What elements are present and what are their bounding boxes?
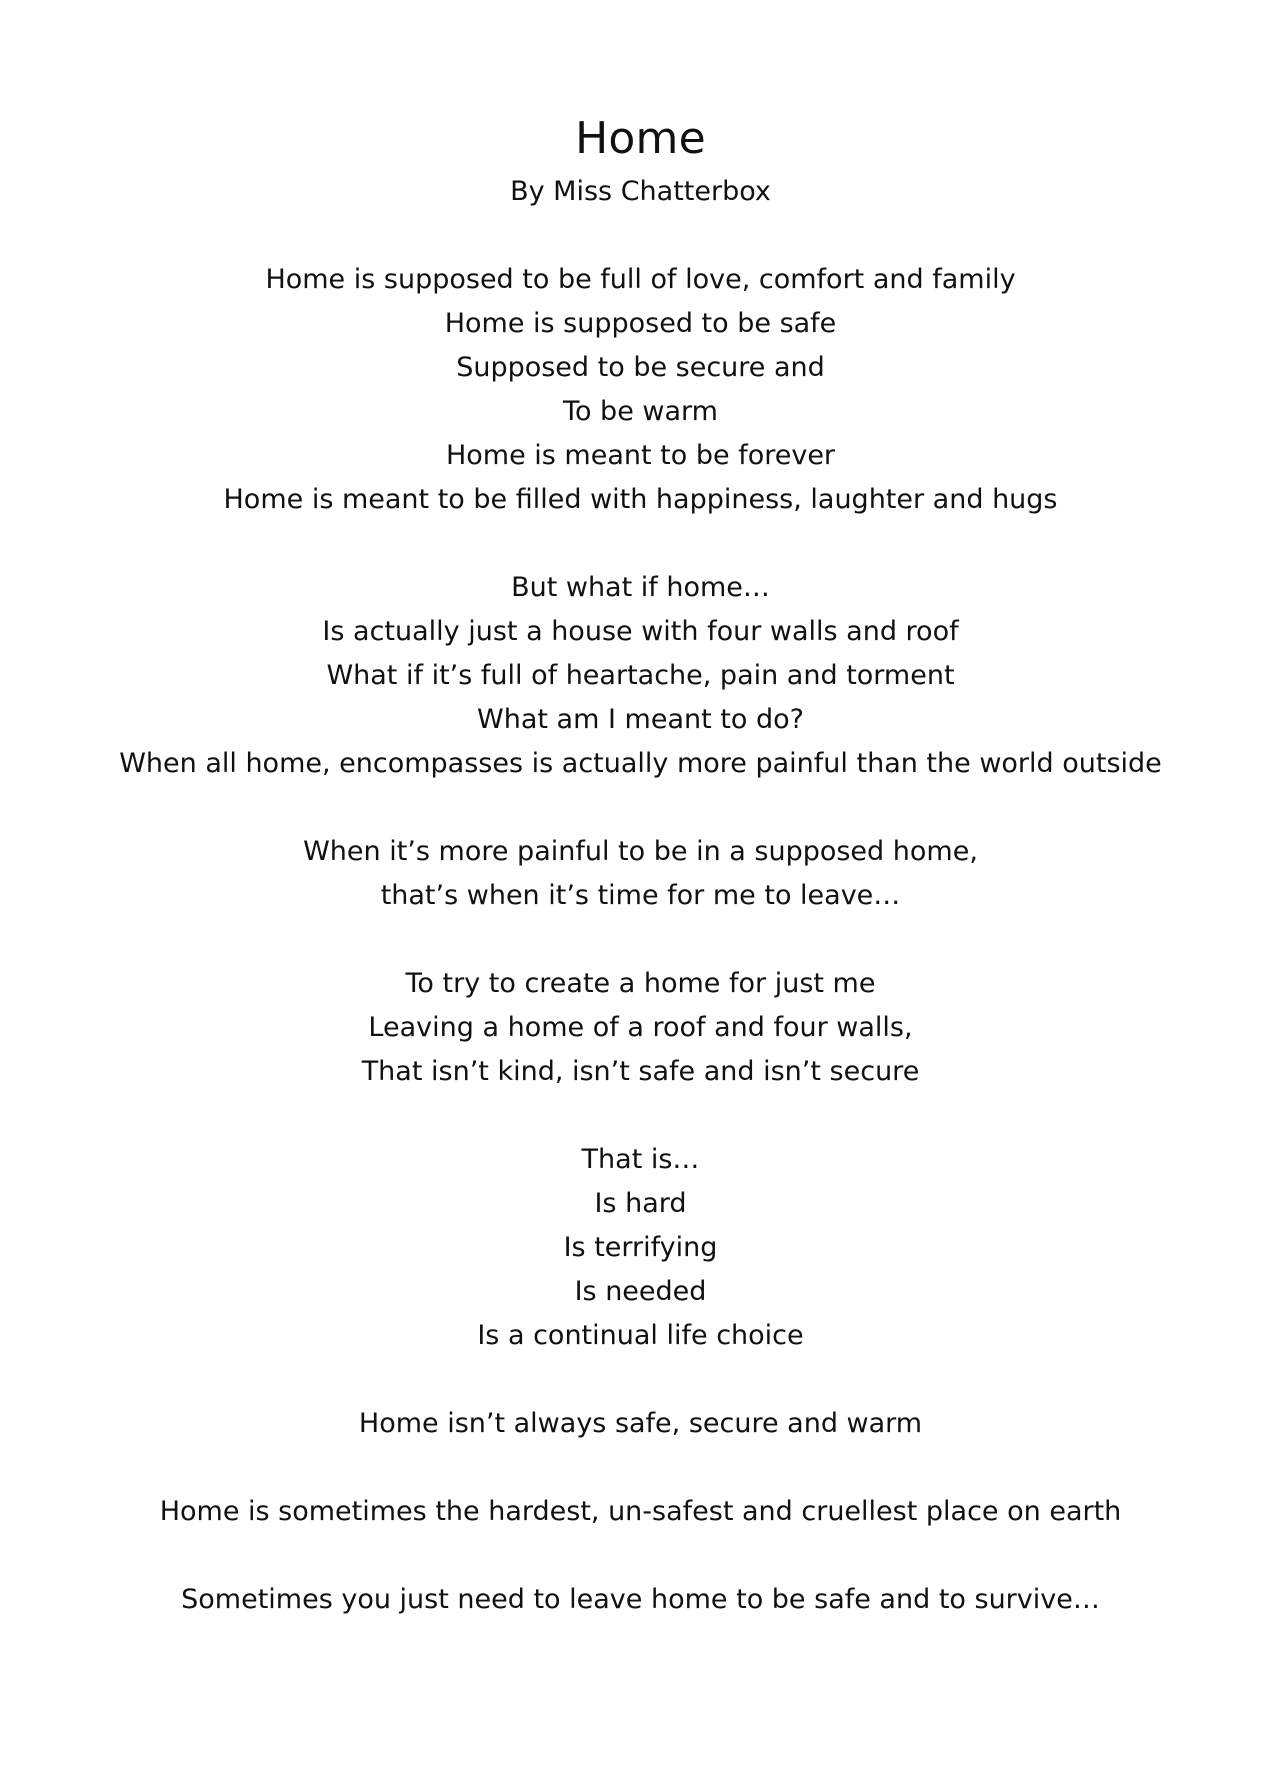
stanza-4 bbox=[0, 962, 1281, 1094]
stanza-7 bbox=[0, 1490, 1281, 1534]
poem-title: Home bbox=[575, 113, 706, 164]
poem-line: Sometimes you just need to leave home to be safe and to survive… bbox=[181, 1584, 1100, 1615]
poem-line: Home is meant to be forever bbox=[445, 440, 836, 471]
poem-line: Leaving a home of a roof and four walls, bbox=[368, 1012, 913, 1043]
poem-line: What if it’s full of heartache, pain and torment bbox=[326, 660, 955, 691]
stanza-5 bbox=[0, 1138, 1281, 1358]
poem-line: When all home, encompasses is actually more painful than the world outside bbox=[119, 748, 1162, 779]
poem-line: When it’s more painful to be in a supposed home, bbox=[303, 836, 978, 867]
poem-line: To try to create a home for just me bbox=[405, 968, 876, 999]
poem-line: Home is supposed to be full of love, comfort and family bbox=[265, 264, 1016, 295]
poem-line: But what if home… bbox=[511, 572, 770, 603]
poem-line: Home is supposed to be safe bbox=[444, 308, 837, 339]
poem-byline: By Miss Chatterbox bbox=[510, 176, 771, 207]
poem-line: That isn’t kind, isn’t safe and isn’t secure bbox=[361, 1056, 920, 1087]
poem-line: Is terrifying bbox=[563, 1232, 718, 1263]
stanza-3 bbox=[0, 830, 1281, 918]
stanza-6 bbox=[0, 1402, 1281, 1446]
poem-line: that’s when it’s time for me to leave… bbox=[380, 880, 901, 911]
poem-line: Home isn’t always safe, secure and warm bbox=[358, 1408, 923, 1439]
poem-line: Is a continual life choice bbox=[477, 1320, 804, 1351]
poem-line: Is actually just a house with four walls and roof bbox=[322, 616, 959, 647]
stanza-1 bbox=[0, 258, 1281, 522]
poem-line: That is… bbox=[581, 1144, 700, 1175]
poem-body bbox=[0, 258, 1281, 1622]
poem-line: Is hard bbox=[594, 1188, 687, 1219]
poem-line: To be warm bbox=[563, 396, 718, 427]
stanza-8 bbox=[0, 1578, 1281, 1622]
stanza-2 bbox=[0, 566, 1281, 786]
poem-line: Supposed to be secure and bbox=[456, 352, 825, 383]
poem-line: What am I meant to do? bbox=[477, 704, 804, 735]
poem-line: Home is meant to be filled with happiness, laughter and hugs bbox=[223, 484, 1058, 515]
poem-line: Home is sometimes the hardest, un-safest and cruellest place on earth bbox=[159, 1496, 1122, 1527]
poem-line: Is needed bbox=[574, 1276, 707, 1307]
